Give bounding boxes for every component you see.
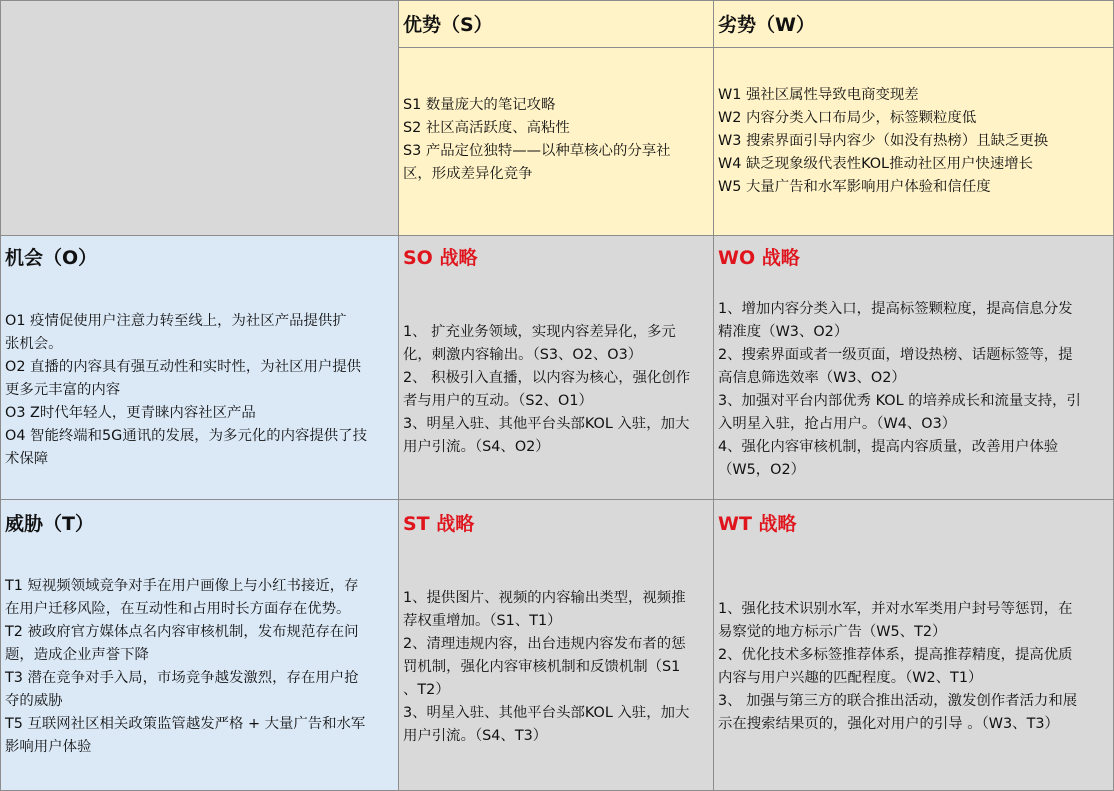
wt-item: 1、强化技术识别水军，并对水军类用户封号等惩罚，在 bbox=[718, 601, 1073, 617]
weakness-item: W3 搜索界面引导内容少（如没有热榜）且缺乏更换 bbox=[718, 133, 1049, 149]
strengths-list bbox=[403, 94, 671, 186]
so-item: 3、明星入驻、其他平台头部KOL 入驻，加大 bbox=[403, 416, 690, 432]
st-strategy-cell[interactable] bbox=[398, 499, 714, 791]
threat-item: T2 被政府官方媒体点名内容审核机制，发布规范存在问 bbox=[5, 624, 359, 640]
opportunity-item: O1 疫情促使用户注意力转至线上，为社区产品提供扩 bbox=[5, 313, 347, 329]
wt-strategy-list bbox=[718, 598, 1077, 736]
wo-strategy-cell[interactable] bbox=[713, 235, 1114, 500]
weaknesses-cell[interactable] bbox=[713, 47, 1114, 236]
st-item: 、T2） bbox=[403, 682, 450, 698]
opportunity-item: O3 Z时代年轻人，更青睐内容社区产品 bbox=[5, 405, 256, 421]
st-item: 罚机制，强化内容审核机制和反馈机制（S1 bbox=[403, 659, 681, 675]
weakness-item: W4 缺乏现象级代表性KOL推动社区用户快速增长 bbox=[718, 156, 1033, 172]
st-item: 3、明星入驻、其他平台头部KOL 入驻，加大 bbox=[403, 705, 690, 721]
strength-item: S3 产品定位独特——以种草核心的分享社 bbox=[403, 143, 671, 159]
threat-item: 在用户迁移风险，在互动性和占用时长方面存在优势。 bbox=[5, 601, 351, 617]
strengths-header: 优势（S） bbox=[403, 14, 493, 36]
wo-strategy-list bbox=[718, 298, 1081, 482]
wo-strategy-title: WO 战略 bbox=[718, 247, 800, 269]
so-strategy-list bbox=[403, 321, 690, 459]
opportunities-cell[interactable] bbox=[0, 235, 399, 500]
weaknesses-list bbox=[718, 84, 1048, 199]
st-item: 2、清理违规内容，出台违规内容发布者的惩 bbox=[403, 636, 686, 652]
opportunities-header: 机会（O） bbox=[5, 247, 98, 269]
weakness-item: W1 强社区属性导致电商变现差 bbox=[718, 87, 919, 103]
so-item: 者与用户的互动。（S2、O1） bbox=[403, 393, 593, 409]
weaknesses-header-cell[interactable] bbox=[713, 0, 1114, 48]
wo-item: 入明星入驻，抢占用户。（W4、O3） bbox=[718, 416, 957, 432]
strength-item: S1 数量庞大的笔记攻略 bbox=[403, 97, 556, 113]
threat-item: T1 短视频领域竞争对手在用户画像上与小红书接近，存 bbox=[5, 578, 359, 594]
strengths-cell[interactable] bbox=[398, 47, 714, 236]
opportunity-item: 更多元丰富的内容 bbox=[5, 382, 121, 398]
opportunity-item: O4 智能终端和5G通讯的发展，为多元化的内容提供了技 bbox=[5, 428, 367, 444]
wo-item: 高信息筛选效率（W3、O2） bbox=[718, 370, 906, 386]
st-strategy-title: ST 战略 bbox=[403, 513, 475, 535]
threat-item: 夺的威胁 bbox=[5, 693, 63, 709]
wt-item: 易察觉的地方标示广告（W5、T2） bbox=[718, 624, 947, 640]
strengths-header-cell[interactable] bbox=[398, 0, 714, 48]
st-item: 荐权重增加。（S1、T1） bbox=[403, 613, 562, 629]
wo-item: 3、加强对平台内部优秀 KOL 的培养成长和流量支持，引 bbox=[718, 393, 1081, 409]
so-strategy-title: SO 战略 bbox=[403, 247, 478, 269]
wo-item: （W5，O2） bbox=[718, 462, 806, 478]
wt-item: 2、优化技术多标签推荐体系，提高推荐精度，提高优质 bbox=[718, 647, 1073, 663]
threat-item: 题，造成企业声誉下降 bbox=[5, 647, 149, 663]
wo-item: 精准度（W3、O2） bbox=[718, 324, 849, 340]
threats-header: 威胁（T） bbox=[5, 513, 94, 535]
so-item: 2、 积极引入直播，以内容为核心，强化创作 bbox=[403, 370, 691, 386]
strength-item: 区，形成差异化竞争 bbox=[403, 166, 533, 182]
opportunity-item: O2 直播的内容具有强互动性和实时性，为社区用户提供 bbox=[5, 359, 362, 375]
so-item: 1、 扩充业务领域，实现内容差异化，多元 bbox=[403, 324, 676, 340]
wo-item: 4、强化内容审核机制，提高内容质量，改善用户体验 bbox=[718, 439, 1059, 455]
wt-strategy-title: WT 战略 bbox=[718, 513, 797, 535]
opportunities-list bbox=[5, 310, 367, 471]
st-item: 用户引流。（S4、T3） bbox=[403, 728, 548, 744]
threat-item: T5 互联网社区相关政策监管越发严格 + 大量广告和水军 bbox=[5, 716, 366, 732]
so-strategy-cell[interactable] bbox=[398, 235, 714, 500]
strength-item: S2 社区高活跃度、高粘性 bbox=[403, 120, 570, 136]
st-strategy-list bbox=[403, 587, 689, 748]
threat-item: 影响用户体验 bbox=[5, 739, 92, 755]
weakness-item: W5 大量广告和水军影响用户体验和信任度 bbox=[718, 179, 991, 195]
so-item: 化，刺激内容输出。（S3、O2、O3） bbox=[403, 347, 643, 363]
opportunity-item: 张机会。 bbox=[5, 336, 63, 352]
wt-item: 3、 加强与第三方的联合推出活动，激发创作者活力和展 bbox=[718, 693, 1078, 709]
opportunity-item: 术保障 bbox=[5, 451, 49, 467]
wo-item: 1、增加内容分类入口，提高标签颗粒度，提高信息分发 bbox=[718, 301, 1073, 317]
wt-item: 内容与用户兴趣的匹配程度。（W2、T1） bbox=[718, 670, 983, 686]
wt-strategy-cell[interactable] bbox=[713, 499, 1114, 791]
st-item: 1、提供图片、视频的内容输出类型，视频推 bbox=[403, 590, 686, 606]
wo-item: 2、搜索界面或者一级页面，增设热榜、话题标签等，提 bbox=[718, 347, 1073, 363]
threat-item: T3 潜在竞争对手入局，市场竞争越发激烈，存在用户抢 bbox=[5, 670, 359, 686]
wt-item: 示在搜索结果页的，强化对用户的引导 。（W3、T3） bbox=[718, 716, 1059, 732]
threats-list bbox=[5, 575, 365, 759]
weakness-item: W2 内容分类入口布局少，标签颗粒度低 bbox=[718, 110, 977, 126]
corner-cell bbox=[0, 0, 399, 236]
weaknesses-header: 劣势（W） bbox=[718, 14, 815, 36]
so-item: 用户引流。（S4、O2） bbox=[403, 439, 550, 455]
threats-cell[interactable] bbox=[0, 499, 399, 791]
